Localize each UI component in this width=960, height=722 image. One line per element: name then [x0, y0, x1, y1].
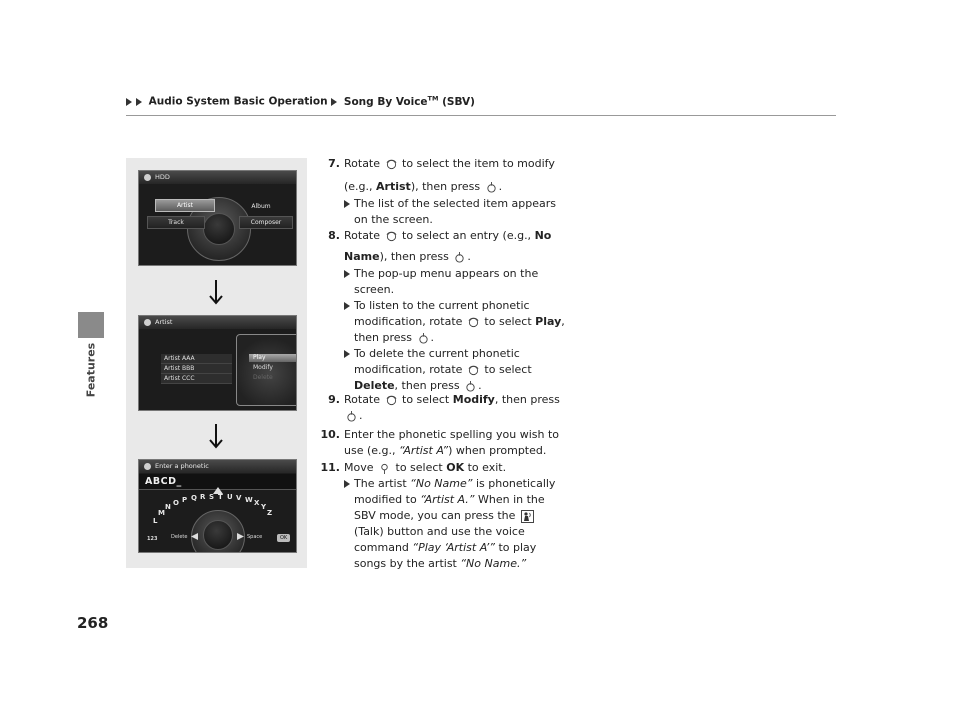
menu-item-composer[interactable]: Composer	[239, 216, 293, 229]
screen-title-bar	[139, 171, 296, 184]
page-number: 268	[77, 614, 109, 632]
move-dial-icon	[379, 463, 390, 474]
list-item[interactable]: Artist CCC	[161, 374, 232, 384]
left-arrow-icon	[191, 533, 198, 540]
press-dial-icon	[346, 411, 357, 422]
press-dial-icon	[486, 182, 497, 193]
keyboard-letter[interactable]: L	[153, 517, 158, 525]
screen-artist	[138, 315, 297, 411]
press-dial-icon	[465, 381, 476, 392]
figure-panel	[126, 158, 307, 568]
breadcrumb-item-audio[interactable]: Audio System Basic Operation	[148, 95, 328, 108]
keyboard-letter[interactable]: Z	[267, 509, 273, 517]
key-delete[interactable]: Delete	[171, 534, 188, 540]
keyboard-letter[interactable]: N	[165, 503, 171, 511]
arrow-down-icon	[206, 422, 226, 450]
keyboard-letter[interactable]: S	[209, 493, 215, 501]
keyboard-letter[interactable]: U	[227, 493, 233, 501]
key-space[interactable]: Space	[247, 534, 263, 540]
press-dial-icon	[418, 333, 429, 344]
section-tab-marker	[78, 312, 104, 338]
menu-item-artist[interactable]: Artist	[155, 199, 215, 212]
keyboard-letter[interactable]: W	[245, 496, 253, 504]
keyboard-letter[interactable]: V	[236, 494, 242, 502]
list-item[interactable]: Artist AAA	[161, 354, 232, 364]
keyboard-letter[interactable]: M	[158, 509, 165, 517]
interface-dial-icon	[468, 317, 479, 328]
menu-item-track[interactable]: Track	[147, 216, 205, 229]
talk-button-icon	[521, 510, 534, 523]
screen-title-bar	[139, 460, 296, 473]
status-dot-icon	[144, 463, 151, 470]
screen-title: Artist	[155, 318, 173, 326]
breadcrumb-arrow-icon	[331, 98, 337, 106]
keyboard-letter[interactable]: Q	[191, 494, 197, 502]
breadcrumb-arrow-icon	[136, 98, 142, 106]
entry-text: ABCD_	[145, 476, 182, 487]
keyboard-letter[interactable]: X	[254, 499, 260, 507]
arrow-down-icon	[206, 278, 226, 306]
keyboard-letter[interactable]: T	[218, 493, 223, 501]
section-label: Features	[84, 342, 98, 398]
key-123[interactable]: 123	[147, 536, 158, 542]
knob-center	[203, 213, 235, 245]
screen-title: Enter a phonetic	[155, 462, 209, 470]
note-arrow-icon	[344, 270, 350, 278]
interface-dial-icon	[468, 365, 479, 376]
status-dot-icon	[144, 174, 151, 181]
keyboard-letter[interactable]: P	[182, 496, 188, 504]
note-arrow-icon	[344, 480, 350, 488]
press-dial-icon	[454, 252, 465, 263]
keyboard-letter[interactable]: R	[200, 493, 206, 501]
interface-dial-icon	[386, 159, 397, 170]
breadcrumb-arrow-icon	[126, 98, 132, 106]
popup-item-delete[interactable]: Delete	[253, 374, 273, 381]
header-divider	[126, 115, 836, 116]
knob-center	[203, 520, 233, 550]
interface-dial-icon	[386, 395, 397, 406]
list-item[interactable]: Artist BBB	[161, 364, 232, 374]
popup-item-modify[interactable]: Modify	[253, 364, 273, 371]
popup-item-play[interactable]: Play	[249, 354, 297, 362]
screen-title-bar	[139, 316, 296, 329]
keyboard-letter[interactable]: O	[173, 499, 179, 507]
status-dot-icon	[144, 319, 151, 326]
breadcrumb-item-sbv[interactable]: Song By Voice™ (SBV)	[343, 94, 475, 108]
right-arrow-icon	[237, 533, 244, 540]
screen-hdd	[138, 170, 297, 266]
note-arrow-icon	[344, 302, 350, 310]
breadcrumb	[126, 94, 475, 108]
keyboard-letter[interactable]: Y	[261, 503, 267, 511]
screen-phonetic-entry	[138, 459, 297, 553]
interface-dial-icon	[386, 231, 397, 242]
screen-title: HDD	[155, 173, 170, 181]
note-arrow-icon	[344, 350, 350, 358]
key-ok[interactable]: OK	[277, 534, 290, 542]
menu-item-album[interactable]: Album	[251, 203, 271, 210]
note-arrow-icon	[344, 200, 350, 208]
